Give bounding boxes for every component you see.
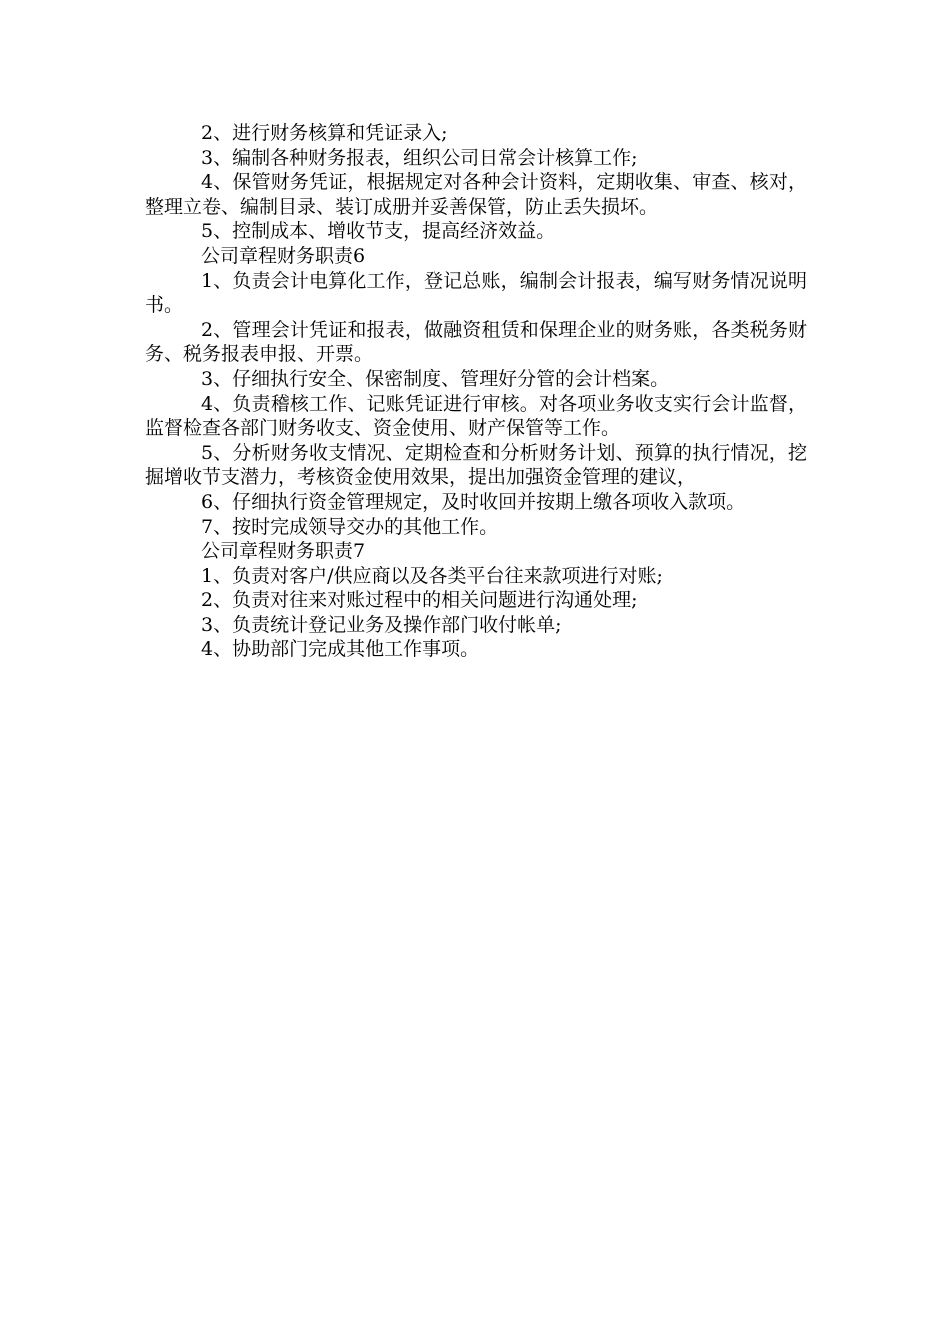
section-heading-6: 公司章程财务职责6 [201,244,366,267]
paragraph-item-6-1: 1、负责会计电算化工作，登记总账，编制会计报表，编写财务情况说明书。 [145,269,807,317]
paragraph-item-6-7: 7、按时完成领导交办的其他工作。 [201,515,499,538]
paragraph-item-6-3: 3、仔细执行安全、保密制度、管理好分管的会计档案。 [201,367,670,390]
paragraph-item-7-2: 2、负责对往来对账过程中的相关问题进行沟通处理; [201,589,638,612]
paragraph-item-6-4: 4、负责稽核工作、记账凭证进行审核。对各项业务收支实行会计监督，监督检查各部门财务收支、资金使用、财产保管等工作。 [145,392,807,440]
paragraph-item-7-4: 4、协助部门完成其他工作事项。 [201,638,480,661]
paragraph-item-7-1: 1、负责对客户/供应商以及各类平台往来款项进行对账; [201,564,663,587]
paragraph-item-4: 4、保管财务凭证，根据规定对各种会计资料，定期收集、审查、核对，整理立卷、编制目录、装订成册并妥善保管，防止丢失损坏。 [145,171,807,218]
paragraph-item-7-3: 3、负责统计登记业务及操作部门收付帐单; [201,613,562,636]
paragraph-item-6-5: 5、分析财务收支情况、定期检查和分析财务计划、预算的执行情况，挖掘增收节支潜力，考核资金使用效果，提出加强资金管理的建议， [145,441,807,489]
paragraph-item-6-2: 2、管理会计凭证和报表，做融资租赁和保理企业的财务账，各类税务财务、税务报表申报、开票。 [145,318,807,366]
paragraph-item-6-6: 6、仔细执行资金管理规定，及时收回并按期上缴各项收入款项。 [201,490,746,513]
paragraph-item-2: 2、进行财务核算和凭证录入; [201,122,448,144]
paragraph-item-3: 3、编制各种财务报表，组织公司日常会计核算工作; [201,146,638,169]
section-heading-7: 公司章程财务职责7 [201,540,366,563]
document-body [145,121,807,662]
paragraph-item-5: 5、控制成本、增收节支，提高经济效益。 [201,220,556,243]
